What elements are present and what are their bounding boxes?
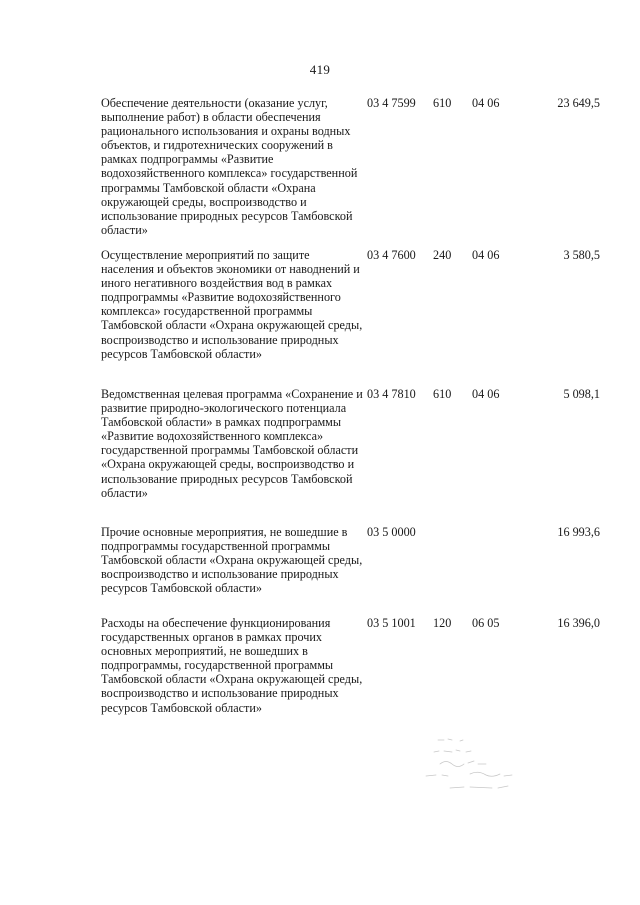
row-expense-type: 610 <box>433 96 452 110</box>
row-target-code: 03 4 7810 <box>367 387 416 401</box>
row-description: Прочие основные мероприятия, не вошедшие в подпрограммы государственной программы Тамбовской области «Охрана окружающей среды, воспроизводство и использование природных ресурсов Тамбовской области» <box>101 525 363 596</box>
row-expense-type: 610 <box>433 387 452 401</box>
row-amount: 5 098,1 <box>563 387 600 401</box>
row-target-code: 03 5 1001 <box>367 616 416 630</box>
row-expense-type: 120 <box>433 616 452 630</box>
row-amount: 16 993,6 <box>557 525 600 539</box>
row-target-code: 03 4 7599 <box>367 96 416 110</box>
row-amount: 16 396,0 <box>557 616 600 630</box>
row-expense-type: 240 <box>433 248 452 262</box>
page-number: 419 <box>309 62 331 77</box>
faint-stamp-mark <box>420 730 530 800</box>
row-section-code: 04 06 <box>472 96 500 110</box>
row-section-code: 06 05 <box>472 616 500 630</box>
row-amount: 23 649,5 <box>557 96 600 110</box>
row-section-code: 04 06 <box>472 248 500 262</box>
row-description: Обеспечение деятельности (оказание услуг, выполнение работ) в области обеспечения рационального использования и охраны водных объектов, и гидротехнических сооружений в рамках подпрограммы «Развитие водохозяйственного комплекса» государственной программы Тамбовской области «Охрана окружающей среды, воспроизводство и использование природных ресурсов Тамбовской области» <box>101 96 358 237</box>
row-description: Расходы на обеспечение функционирования государственных органов в рамках прочих основных мероприятий, не вошедших в подпрограммы, государственной программы Тамбовской области «Охрана окружающей среды, воспроизводство и использование природных ресурсов Тамбовской области» <box>101 616 363 715</box>
row-section-code: 04 06 <box>472 387 500 401</box>
row-target-code: 03 4 7600 <box>367 248 416 262</box>
row-target-code: 03 5 0000 <box>367 525 416 539</box>
row-description: Осуществление мероприятий по защите населения и объектов экономики от наводнений и иного негативного воздействия вод в рамках подпрограммы «Развитие водохозяйственного комплекса» государственной программы Тамбовской области «Охрана окружающей среды, воспроизводство и использование природных ресурсов Тамбовской области» <box>101 248 363 361</box>
row-description: Ведомственная целевая программа «Сохранение и развитие природно-экологического потенциала Тамбовской области» в рамках подпрограммы «Развитие водохозяйственного комплекса» государственной программы Тамбовской области «Охрана окружающей среды, воспроизводство и использование природных ресурсов Тамбовской области» <box>101 387 363 500</box>
row-amount: 3 580,5 <box>563 248 600 262</box>
